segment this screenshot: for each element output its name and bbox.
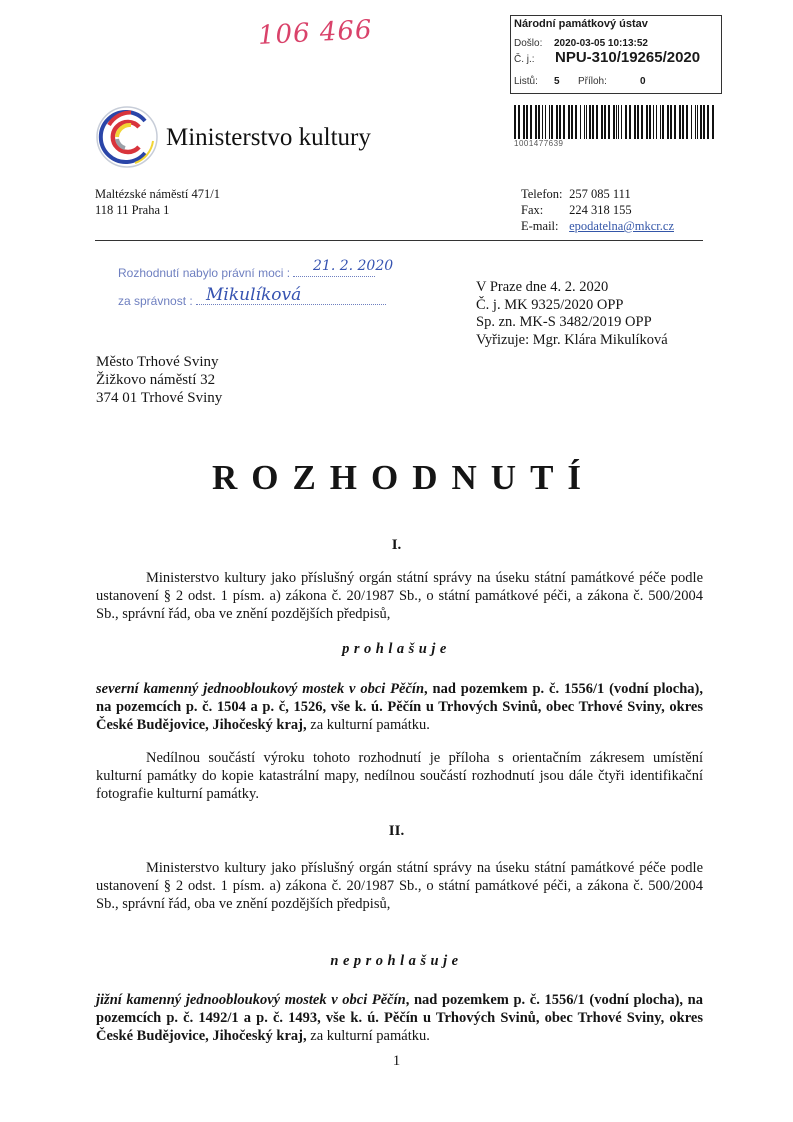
- stamp-ref-value: NPU-310/19265/2020: [555, 49, 701, 66]
- section-2-intro: Ministerstvo kultury jako příslušný orgán státní správy na úseku státní památkové péče podle ustanovení § 2 odst. 1 písm. a) zákona č. 20/1987 Sb., o státní památkové péči, a zákona č. 500/2004 Sb., správní řád, oba ve znění pozdějších předpisů,: [96, 860, 703, 912]
- phone-row: [521, 186, 674, 202]
- barcode-bar: [530, 105, 532, 139]
- handwritten-registry-number: 106 466: [257, 15, 374, 51]
- barcode-bar: [589, 105, 591, 139]
- barcode-bar: [660, 105, 661, 139]
- barcode-bar: [674, 105, 676, 139]
- fax-row: [521, 202, 674, 218]
- stamp-institution: Národní památkový ústav: [514, 18, 648, 30]
- barcode-bar: [580, 105, 581, 139]
- barcode-bar: [712, 105, 714, 139]
- barcode-bar: [601, 105, 603, 139]
- stamp-sheets-label: Listů:: [514, 76, 538, 87]
- page-number: 1: [392, 1053, 401, 1069]
- barcode-bar: [667, 105, 669, 139]
- barcode-bar: [700, 105, 702, 139]
- section-2-verb: neprohlašuje: [330, 953, 463, 969]
- section-2-object-name: jižní kamenný jednoobloukový mostek v obci Pěčín: [96, 992, 406, 1008]
- phone-label: Telefon:: [521, 187, 563, 201]
- section-2-object-end: za kulturní památku.: [306, 1028, 430, 1044]
- section-1-object-name: severní kamenný jednoobloukový mostek v obci Pěčín: [96, 681, 425, 697]
- email-link[interactable]: epodatelna@mkcr.cz: [569, 219, 674, 233]
- barcode-bar: [575, 105, 577, 139]
- stamp-ref-row: [514, 49, 701, 66]
- fax-value: 224 318 155: [569, 203, 632, 217]
- place-date: V Praze dne 4. 2. 2020: [476, 279, 609, 295]
- barcode-bar: [568, 105, 570, 139]
- email-row: [521, 218, 674, 234]
- barcode-bar: [679, 105, 681, 139]
- barcode-bar: [682, 105, 684, 139]
- section-1-object-end: za kulturní památku.: [306, 717, 430, 733]
- barcode-bar: [586, 105, 587, 139]
- barcode-bar: [703, 105, 705, 139]
- stamp-received-row: [514, 38, 648, 49]
- sender-address: [95, 186, 220, 218]
- correctness-signature: Mikulíková: [206, 285, 302, 305]
- barcode-bar: [596, 105, 598, 139]
- header-divider: [95, 240, 703, 241]
- section-1-annex: Nedílnou součástí výroku tohoto rozhodnutí je příloha s orientačním zákresem umístění kulturní památky do kopie katastrální mapy, nedílnou součástí rozhodnutí jsou dále čtyři identifikační fotografie kulturní památky.: [96, 750, 703, 802]
- legal-force-label: Rozhodnutí nabylo právní moci :: [118, 266, 291, 280]
- barcode-bar: [535, 105, 537, 139]
- barcode-bar: [670, 105, 672, 139]
- barcode-bar: [551, 105, 553, 139]
- case-number: Sp. zn. MK-S 3482/2019 OPP: [476, 314, 652, 330]
- reference-block: [476, 279, 668, 349]
- barcode-bar: [629, 105, 631, 139]
- registry-stamp: [510, 15, 722, 94]
- handled-by: Vyřizuje: Mgr. Klára Mikulíková: [476, 331, 668, 348]
- file-number: Č. j. MK 9325/2020 OPP: [476, 296, 624, 313]
- barcode-bar: [584, 105, 585, 139]
- stamp-ref-label: Č. j.:: [514, 54, 535, 65]
- barcode-bar: [695, 105, 696, 139]
- barcode-bar: [526, 105, 528, 139]
- recipient-street: Žižkovo náměstí 32: [96, 372, 216, 388]
- barcode-number: 1001477639: [514, 139, 564, 148]
- sender-address-line: Maltézské náměstí 471/1: [95, 187, 220, 201]
- barcode-bar: [662, 105, 664, 139]
- ministry-logo-icon: [95, 105, 159, 169]
- barcode-bar: [592, 105, 594, 139]
- barcode-bar: [641, 105, 643, 139]
- section-1-numeral: I.: [391, 537, 402, 553]
- stamp-counts-row: [514, 76, 646, 87]
- section-2-object: [96, 991, 703, 1045]
- legal-force-date-handwritten: 21. 2. 2020: [313, 258, 394, 274]
- barcode-bar: [518, 105, 520, 139]
- barcode-bar: [656, 105, 657, 139]
- section-1-intro: Ministerstvo kultury jako příslušný orgán státní správy na úseku státní památkové péče podle ustanovení § 2 odst. 1 písm. a) zákona č. 20/1987 Sb., o státní památkové péči, a zákona č. 500/2004 Sb., správní řád, oba ve znění pozdějších předpisů,: [96, 570, 703, 622]
- correctness-row: [118, 285, 386, 318]
- recipient-name: Město Trhové Sviny: [96, 354, 219, 370]
- barcode-bar: [618, 105, 619, 139]
- stamp-attachments-label: Příloh:: [578, 76, 607, 87]
- legal-force-stamp: [118, 258, 394, 318]
- barcode-bar: [616, 105, 617, 139]
- barcode-bar: [646, 105, 648, 139]
- section-1-verb: prohlašuje: [342, 641, 451, 657]
- section-2-numeral: II.: [388, 823, 405, 839]
- correctness-label: za správnost :: [118, 294, 193, 308]
- fax-label: Fax:: [521, 203, 544, 217]
- recipient-address: [96, 353, 222, 407]
- stamp-attachments-value: 0: [640, 76, 646, 87]
- document-title: ROZHODNUTÍ: [211, 458, 596, 497]
- stamp-received-value: 2020-03-05 10:13:52: [554, 38, 648, 49]
- phone-value: 257 085 111: [569, 187, 631, 201]
- barcode-bar: [697, 105, 698, 139]
- barcode-bar: [514, 105, 516, 139]
- barcode-bar: [707, 105, 709, 139]
- stamp-received-label: Došlo:: [514, 38, 543, 49]
- barcode-bar: [691, 105, 692, 139]
- barcode-bar: [625, 105, 627, 139]
- section-1-object-location: , nad pozemkem p. č. 1556/1 (vodní plocha), na pozemcích p. č. 1504 a p. č, 1526, vše k. ú. Pěčín u Trhových Svinů, obec Trhové Sviny, okres České Budějovice, Jihočeský kraj,: [96, 681, 703, 733]
- barcode-bar: [613, 105, 615, 139]
- stamp-sheets-value: 5: [554, 76, 560, 87]
- barcode-bar: [637, 105, 639, 139]
- barcode-bar: [559, 105, 561, 139]
- barcode-bar: [571, 105, 573, 139]
- barcode-bar: [523, 105, 525, 139]
- barcode-bar: [634, 105, 636, 139]
- barcode-bar: [621, 105, 622, 139]
- section-2-object-location: , nad pozemkem p. č. 1556/1 (vodní plocha), na pozemcích p. č. 1492/1 a p. č. 1493, vše k. ú. Pěčín u Trhových Svinů, obec Trhové Sviny, okres České Budějovice, Jihočeský kraj,: [96, 992, 703, 1044]
- barcode-bar: [542, 105, 543, 139]
- barcode-bar: [549, 105, 550, 139]
- ministry-name: Ministerstvo kultury: [166, 124, 371, 151]
- barcode-bar: [649, 105, 651, 139]
- section-1-object: [96, 680, 703, 734]
- barcode-bar: [686, 105, 688, 139]
- recipient-city: 374 01 Trhové Sviny: [96, 390, 223, 406]
- sender-address-line: 118 11 Praha 1: [95, 203, 170, 217]
- barcode-bar: [653, 105, 654, 139]
- barcode-bar: [563, 105, 565, 139]
- barcode-bar: [608, 105, 610, 139]
- barcode: [514, 105, 720, 139]
- sender-contacts: [521, 186, 674, 234]
- email-label: E-mail:: [521, 219, 559, 233]
- barcode-bar: [538, 105, 540, 139]
- barcode-bar: [604, 105, 606, 139]
- barcode-bar: [556, 105, 558, 139]
- dotted-line: [293, 276, 375, 277]
- barcode-bar: [545, 105, 546, 139]
